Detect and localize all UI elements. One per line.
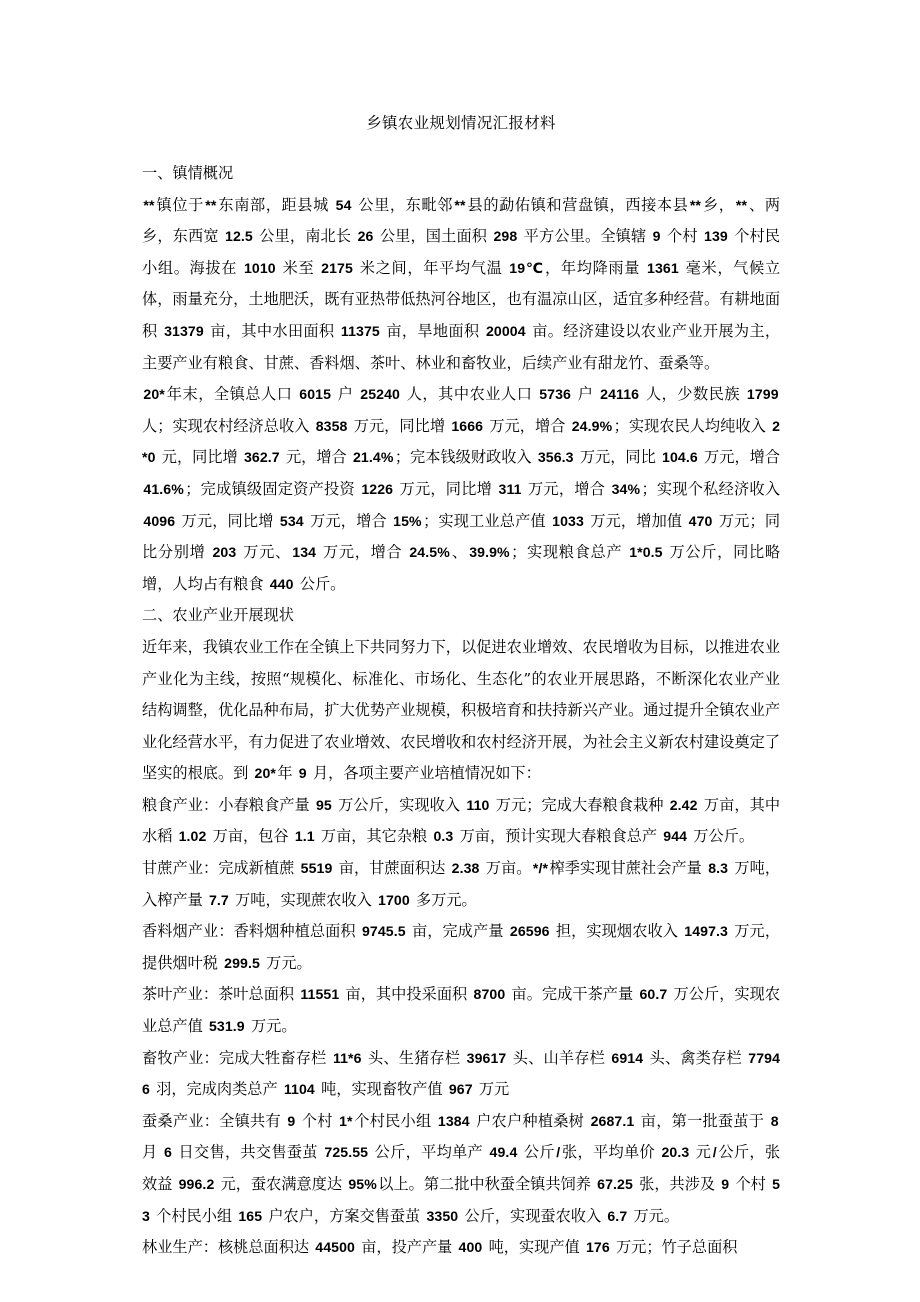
numeric-run: 9 <box>287 1112 296 1129</box>
numeric-run: 1361 <box>647 259 679 276</box>
numeric-run: 725.55 <box>324 1144 369 1161</box>
numeric-run: 1799 <box>746 386 779 403</box>
paragraph-grain-industry: 粮食产业：小春粮食产量 95 万公斤，实现收入 110 万元；完成大春粮食栽种 2.42 万亩，其中水稻 1.02 万亩，包谷 1.1 万亩，其它杂粮 0.3 万亩，预计实现大春粮食总产 944 万公斤。 <box>142 795 781 846</box>
numeric-run: 95 <box>315 796 332 813</box>
numeric-run: 11375 <box>340 322 380 339</box>
numeric-run: 26 <box>357 228 374 245</box>
numeric-run: 400 <box>458 1239 483 1256</box>
numeric-run: 1497.3 <box>684 923 728 940</box>
numeric-run: 356.3 <box>537 449 574 466</box>
numeric-run: 470 <box>688 512 713 529</box>
numeric-run: 11*6 <box>332 1049 362 1066</box>
numeric-run: 298 <box>493 228 518 245</box>
numeric-run: 1.1 <box>294 828 315 845</box>
numeric-run: 24.9% <box>571 417 613 434</box>
numeric-run: 8.3 <box>708 860 729 877</box>
document-title: 乡镇农业规划情况汇报材料 <box>366 114 556 132</box>
numeric-run: 0.3 <box>433 828 454 845</box>
numeric-run: 26596 <box>509 923 550 940</box>
numeric-run: 3350 <box>426 1207 459 1224</box>
numeric-run: 39617 <box>466 1049 507 1066</box>
numeric-run: 104.6 <box>662 449 698 466</box>
numeric-run: 44500 <box>315 1239 355 1256</box>
numeric-run: 77946 <box>142 1049 781 1098</box>
numeric-run: 25240 <box>360 386 400 403</box>
numeric-run: 24116 <box>600 386 640 403</box>
numeric-run: 49.4 <box>489 1144 518 1161</box>
numeric-run: 8 <box>770 1112 779 1129</box>
document-body <box>142 108 780 1264</box>
numeric-run: 8358 <box>315 417 348 434</box>
numeric-run: 60.7 <box>639 986 668 1003</box>
numeric-run: 1* <box>339 1112 353 1129</box>
numeric-run: 31379 <box>164 322 204 339</box>
numeric-run: 95% <box>348 1176 377 1192</box>
numeric-run: 34% <box>611 480 641 497</box>
numeric-run: 1*0.5 <box>629 544 663 561</box>
numeric-run: / <box>556 1144 561 1161</box>
numeric-run: 1226 <box>361 480 394 497</box>
numeric-run: 1033 <box>552 512 584 529</box>
numeric-run: 6914 <box>611 1049 644 1066</box>
numeric-run: 134 <box>292 544 317 561</box>
numeric-run: 1700 <box>378 891 410 908</box>
numeric-run: 2*0 <box>142 417 781 466</box>
numeric-run: 8700 <box>473 986 506 1003</box>
numeric-run: 1384 <box>437 1112 470 1129</box>
numeric-run: 299.5 <box>224 954 260 971</box>
numeric-run: 20* <box>254 765 276 782</box>
paragraph-sugarcane-industry: 甘蔗产业：完成新植蔗 5519 亩，甘蔗面积达 2.38 万亩。*/*榨季实现甘蔗社会产量 8.3 万吨，入榨产量 7.7 万吨，实现蔗农收入 1700 多万元。 <box>142 859 781 909</box>
numeric-run: 54 <box>335 196 352 213</box>
numeric-run: 2.42 <box>669 796 698 813</box>
numeric-run: 2687.1 <box>590 1112 635 1129</box>
numeric-run: 996.2 <box>178 1176 215 1192</box>
numeric-run: 11551 <box>300 986 340 1003</box>
numeric-run: ** <box>735 196 748 213</box>
numeric-run: 21.4% <box>352 449 394 466</box>
paragraph-economy-statistics: 20*年末，全镇总人口 6015 户 25240 人，其中农业人口 5736 户 24116 人，少数民族 1799 人；实现农村经济总收入 8358 万元，同比增 1666 万元，增合 24.9%；实现农民人均纯收入 2*0 元，同比增 362.7 元，增合 21.4%；完本钱级财政收入 356.3 万元，同比 104.6 万元，增合 41.6%；完成镇级固定资产投资 1226 万元，同比增 311 万元，增合 34%；实现个私经济收入 4096 万元，同比增 534 万元，增合 15%；实现工业总产值 1033 万元，增加值 470 万元；同比分别增 203 万元、134 万元，增合 24.5%、39.9%；实现粮食总产 1*0.5 万公斤，同比略增，人均占有粮食 440 公斤。 <box>142 385 781 593</box>
numeric-run: 6 <box>164 1144 172 1161</box>
numeric-run: 944 <box>663 828 688 845</box>
numeric-run: 5736 <box>539 386 571 403</box>
numeric-run: 20004 <box>485 322 526 339</box>
numeric-run: 531.9 <box>208 1018 245 1035</box>
numeric-run: 311 <box>498 480 522 497</box>
numeric-run: ** <box>143 196 155 213</box>
paragraph-sericulture-industry: 蚕桑产业：全镇共有 9 个村 1*个村民小组 1384 户农户种植桑树 2687.1 亩，第一批蚕茧于 8 月 6 日交售，共交售蚕茧 725.55 公斤，平均单产 49.4 公斤/张，平均单价 20.3 元/公斤，张效益 996.2 元，蚕农满意度达 95%以上。第二批中秋蚕全镇共饲养 67.25 张，共涉及 9 个村 53 个村民小组 165 户农户，方案交售蚕茧 3350 公斤，实现蚕农收入 6.7 万元。 <box>142 1111 781 1225</box>
numeric-run: 534 <box>279 512 304 529</box>
numeric-run: 110 <box>466 796 490 813</box>
numeric-run: 19℃ <box>509 259 544 276</box>
numeric-run: 2175 <box>321 259 353 276</box>
numeric-run: 9 <box>298 765 307 782</box>
numeric-run: 9745.5 <box>361 923 406 940</box>
numeric-run: 2.38 <box>451 860 480 877</box>
paragraph-livestock-industry: 畜牧产业：完成大牲畜存栏 11*6 头、生猪存栏 39617 头、山羊存栏 6914 头、禽类存栏 77946 羽，完成肉类总产 1104 吨，实现畜牧产值 967 万元 <box>142 1048 781 1099</box>
numeric-run: 5519 <box>300 860 333 877</box>
numeric-run: 15% <box>393 512 422 529</box>
paragraph-agriculture-development: 近年来，我镇农业工作在全镇上下共同努力下，以促进农业增效、农民增收为目标，以推进农业产业化为主线，按照“规模化、标准化、市场化、生态化”的农业开展思路，不断深化农业产业结构调整，优化品种布局，扩大优势产业规模，积极培育和扶持新兴产业。通过提升全镇农业产业化经营水平，有力促进了农业增效、农民增收和农村经济开展，为社会主义新农村建设奠定了坚实的根底。到 20*年 9 月，各项主要产业培植情况如下： <box>142 637 780 783</box>
numeric-run: 41.6% <box>143 480 184 497</box>
numeric-run: 4096 <box>143 512 176 529</box>
numeric-run: 9 <box>721 1176 730 1192</box>
numeric-run: 203 <box>212 544 237 561</box>
numeric-run: 39.9% <box>469 544 510 561</box>
numeric-run: / <box>712 1144 717 1161</box>
numeric-run: 440 <box>269 575 294 592</box>
section-heading-2: 二、农业产业开展现状 <box>142 606 294 625</box>
numeric-run: ** <box>205 196 217 213</box>
numeric-run: 67.25 <box>597 1176 633 1192</box>
numeric-run: ** <box>454 196 466 213</box>
numeric-run: 139 <box>704 228 728 245</box>
numeric-run: 1.02 <box>178 828 207 845</box>
section-heading-1: 一、镇情概况 <box>142 164 234 182</box>
paragraph-town-overview: **镇位于**东南部，距县城 54 公里，东毗邻**县的勐佑镇和营盘镇，西接本县**乡，**、两乡，东西宽 12.5 公里，南北长 26 公里，国土面积 298 平方公里。全镇辖 9 个村 139 个村民小组。海拔在 1010 米至 2175 米之间，年平均气温 19℃，年均降雨量 1361 毫米，气候立体，雨量充分，土地肥沃，既有亚热带低热河谷地区，也有温凉山区，适宜多种经营。有耕地面积 31379 亩，其中水田面积 11375 亩，旱地面积 20004 亩。经济建设以农业产业开展为主，主要产业有粮食、甘蔗、香料烟、茶叶、林业和畜牧业，后续产业有甜龙竹、蚕桑等。 <box>142 195 781 372</box>
numeric-run: 24.5% <box>409 544 450 561</box>
numeric-run: 1666 <box>451 417 484 434</box>
numeric-run: 967 <box>448 1081 473 1098</box>
numeric-run: 53 <box>142 1176 781 1224</box>
numeric-run: 1010 <box>243 259 276 276</box>
numeric-run: 6.7 <box>607 1207 628 1224</box>
numeric-run: 20* <box>143 386 165 403</box>
numeric-run: 362.7 <box>243 449 280 466</box>
numeric-run: 1104 <box>283 1081 315 1098</box>
numeric-run: 7.7 <box>208 891 229 908</box>
numeric-run: 20.3 <box>661 1144 690 1161</box>
paragraph-forestry-production: 林业生产：核桃总面积达 44500 亩，投产产量 400 吨，实现产值 176 万元；竹子总面积 <box>142 1238 738 1257</box>
numeric-run: 12.5 <box>225 228 253 245</box>
numeric-run: 176 <box>585 1239 610 1256</box>
numeric-run: 9 <box>652 228 661 245</box>
numeric-run: 6015 <box>299 386 332 403</box>
paragraph-tea-industry: 茶叶产业：茶叶总面积 11551 亩，其中投采面积 8700 亩。完成干茶产量 60.7 万公斤，实现农业总产值 531.9 万元。 <box>142 985 781 1036</box>
numeric-run: ** <box>689 196 701 213</box>
paragraph-aromatic-tobacco-industry: 香料烟产业：香料烟种植总面积 9745.5 亩，完成产量 26596 担，实现烟农收入 1497.3 万元，提供烟叶税 299.5 万元。 <box>142 922 781 972</box>
numeric-run: */* <box>532 860 549 877</box>
numeric-run: 165 <box>238 1207 263 1224</box>
